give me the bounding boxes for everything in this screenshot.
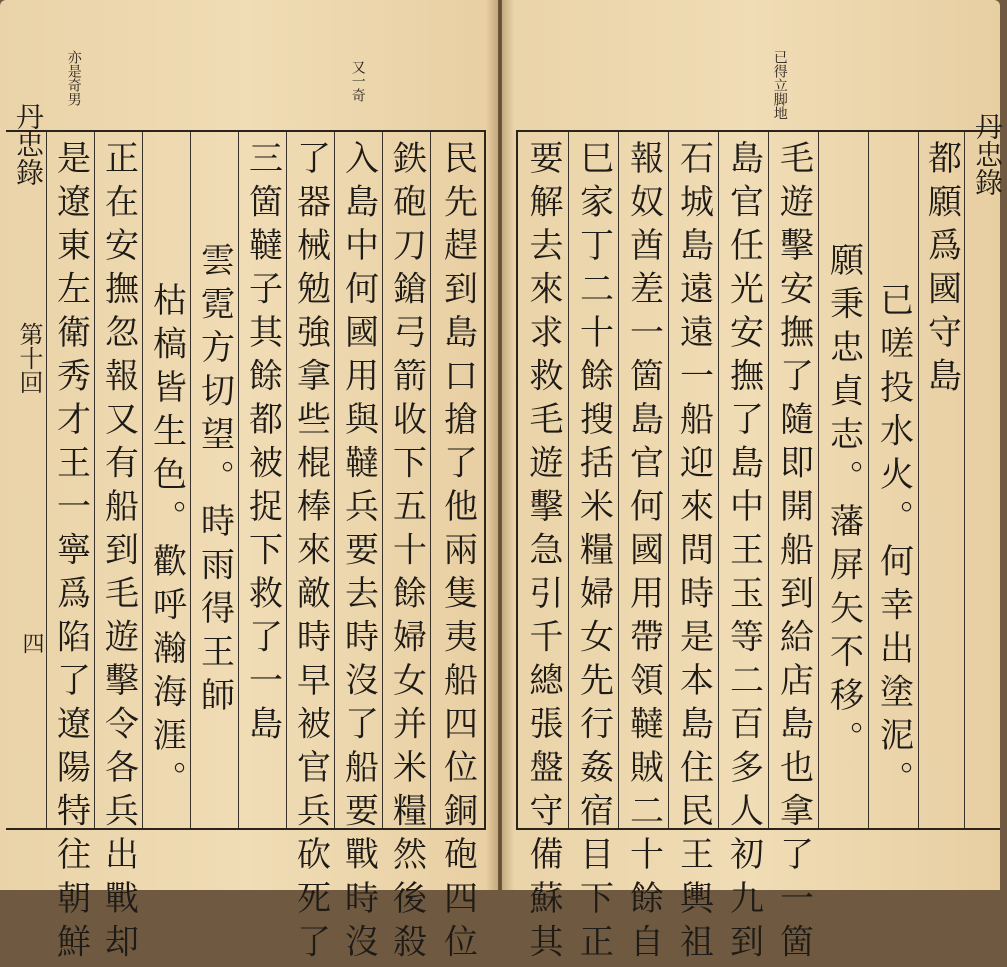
text-column: 正在安撫忽報又有船到毛遊擊令各兵出戰却	[94, 132, 142, 828]
text-column: 島官任光安撫了島中王玉等二百多人初九到	[718, 132, 768, 828]
text-column: 巳家丁二十餘搜括米糧婦女先行姦宿目下正	[568, 132, 618, 828]
text-column: 石城島遠遠一船迎來問時是本島住民王輿祖	[668, 132, 718, 828]
text-column: 要解去來求救毛遊擊急引千總張盤守備蘇其	[523, 140, 563, 967]
text-column: 了器械勉強拿些棍棒來敵時早被官兵砍死了	[286, 132, 334, 828]
ear-column	[964, 112, 1004, 828]
text-column: 三箇韃子其餘都被捉下救了一島	[238, 132, 286, 828]
leaf-number: 四	[19, 632, 44, 654]
book-title: 丹忠錄	[12, 102, 45, 186]
left-page	[0, 0, 498, 967]
text-column: 民先趕到島口搶了他兩隻夷船四位銅砲四位	[430, 132, 484, 828]
text-column: 都願爲國守島	[918, 132, 964, 828]
text-column: 鉄砲刀鎗弓箭收下五十餘婦女并米糧然後殺	[382, 132, 430, 828]
text-column: 枯槁皆生色。歡呼瀚海涯。	[142, 132, 190, 828]
text-frame	[516, 112, 1004, 967]
text-column: 願秉忠貞志。藩屏矢不移。	[818, 132, 868, 828]
top-note: 亦是奇男	[65, 50, 82, 106]
top-note: 已得立脚地	[771, 50, 788, 120]
right-page	[502, 0, 1004, 967]
text-column: 雲霓方切望。時雨得王師	[190, 132, 238, 828]
text-column: 是遼東左衛秀才王一寧爲陷了遼陽特往朝鮮	[46, 132, 94, 828]
chapter-label: 第十回	[15, 322, 43, 394]
text-column: 已嗟投水火。何幸出塗泥。	[868, 132, 918, 828]
text-frame	[6, 102, 486, 967]
text-column: 報奴酋差一箇島官何國用帶領韃賊二十餘自	[618, 132, 668, 828]
text-column: 入島中何國用與韃兵要去時沒了船要戰時沒	[334, 132, 382, 828]
top-note: 又一奇	[349, 60, 366, 102]
book-title: 丹忠錄	[971, 112, 1004, 196]
ear-column	[6, 102, 46, 828]
text-column: 毛遊擊安撫了隨即開船到給店島也拿了一箇	[768, 132, 818, 828]
